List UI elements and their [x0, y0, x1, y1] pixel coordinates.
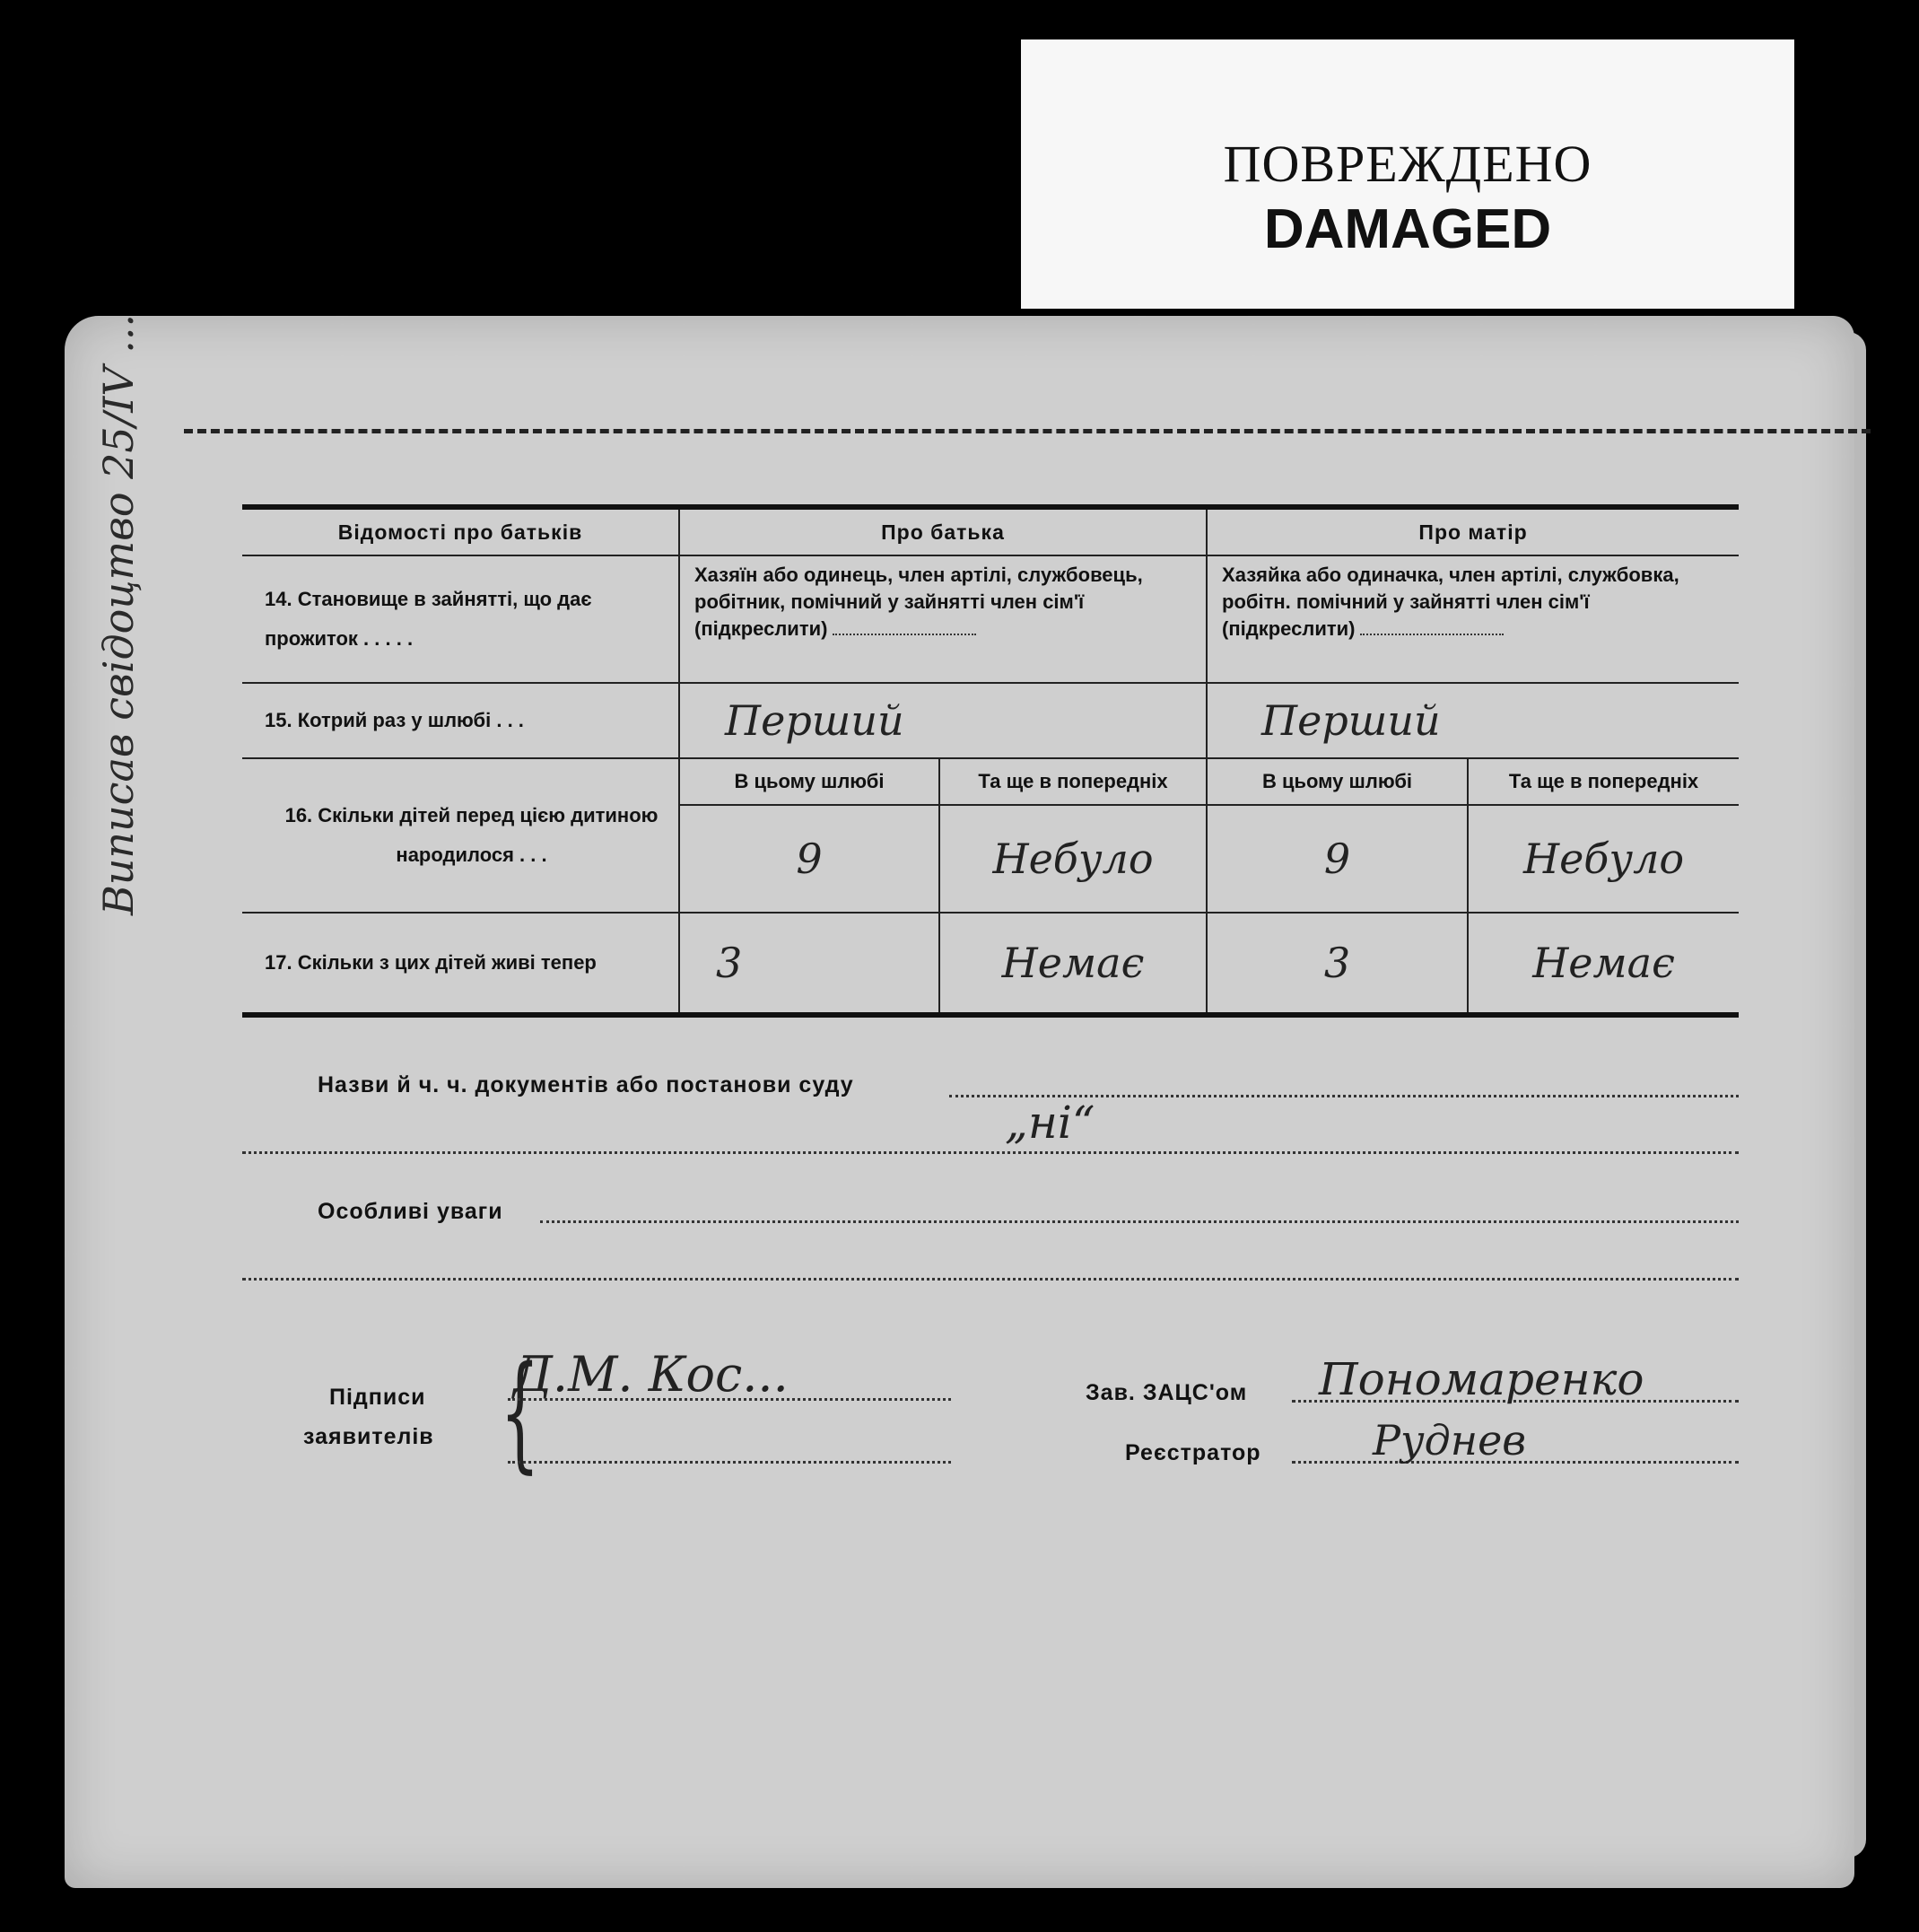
- header-father: Про батька: [679, 507, 1207, 555]
- parents-info-table: [242, 504, 1739, 1018]
- table-row: [242, 555, 1739, 683]
- table-row: [242, 913, 1739, 1015]
- applicant-signature: Д.М. Кос...: [513, 1346, 789, 1403]
- signatures-label-line2: заявителів: [303, 1424, 434, 1449]
- documents-label: Назви й ч. ч. документів або постанови суду: [318, 1072, 854, 1097]
- row14-father-blank: [833, 634, 976, 635]
- damaged-label-en: DAMAGED: [1263, 198, 1552, 260]
- row15-mother-value: Перший: [1207, 683, 1739, 758]
- subheader-father-this: В цьому шлюбі: [679, 758, 939, 805]
- subheader-father-previous: Та ще в попередніх: [939, 758, 1207, 805]
- signatures-label-line1: Підписи: [329, 1385, 426, 1410]
- row17-father-previous: Немає: [939, 913, 1207, 1015]
- row16-father-this: 9: [679, 805, 939, 913]
- perforation-line: [184, 429, 1871, 433]
- row14-mother-options: [1207, 555, 1739, 683]
- registrar-signature: Руднев: [1373, 1416, 1527, 1464]
- registrar-label: Реєстратор: [1125, 1440, 1261, 1465]
- subheader-mother-previous: Та ще в попередніх: [1468, 758, 1739, 805]
- margin-handwritten-note: Виписав свідоцтво 25/IV ...: [94, 313, 143, 915]
- row17-father-this: 3: [679, 913, 939, 1015]
- row14-father-text: Хазяїн або одинець, член артілі, службовець, робітник, помічний у зайнятті член сім'ї (підкреслити): [694, 564, 1143, 640]
- table-header-row: [242, 507, 1739, 555]
- damaged-label-ru: ПОВРЕЖДЕНО: [1223, 135, 1592, 193]
- row14-father-options: [679, 555, 1207, 683]
- row17-mother-previous: Немає: [1468, 913, 1739, 1015]
- row16-mother-this: 9: [1207, 805, 1468, 913]
- row17-mother-this: 3: [1207, 913, 1468, 1015]
- row16-father-previous: Небуло: [939, 805, 1207, 913]
- row15-label: 15. Котрий раз у шлюбі . . .: [242, 683, 679, 758]
- row14-label: 14. Становище в зайнятті, що дає прожиток . . . . .: [242, 555, 679, 683]
- row14-mother-text: Хазяйка або одиначка, член артілі, службовка, робітн. помічний у зайнятті член сім'ї (підкреслити): [1222, 564, 1679, 640]
- applicant-signature-line-2: [508, 1461, 951, 1464]
- signatures-brace: {: [500, 1340, 540, 1486]
- row17-label: 17. Скільки з цих дітей живі тепер: [242, 913, 679, 1015]
- documents-line-2: [242, 1151, 1739, 1154]
- header-parents-info: Відомості про батьків: [242, 507, 679, 555]
- documents-value: „ні“: [1005, 1097, 1095, 1149]
- subheader-mother-this: В цьому шлюбі: [1207, 758, 1468, 805]
- header-mother: Про матір: [1207, 507, 1739, 555]
- table-row: [242, 683, 1739, 758]
- row15-father-value: Перший: [679, 683, 1207, 758]
- damaged-stamp-label: [1021, 39, 1794, 309]
- row16-mother-previous: Небуло: [1468, 805, 1739, 913]
- row16-label: 16. Скільки дітей перед цією дитиною народилося . . .: [242, 758, 679, 913]
- notes-line-2: [242, 1278, 1739, 1281]
- table-subheader-row: [242, 758, 1739, 805]
- row14-mother-blank: [1360, 634, 1504, 635]
- head-label: Зав. ЗАЦС'ом: [1086, 1380, 1248, 1405]
- notes-line-1: [540, 1220, 1739, 1223]
- head-signature: Пономаренко: [1319, 1353, 1644, 1405]
- notes-label: Особливі уваги: [318, 1199, 503, 1224]
